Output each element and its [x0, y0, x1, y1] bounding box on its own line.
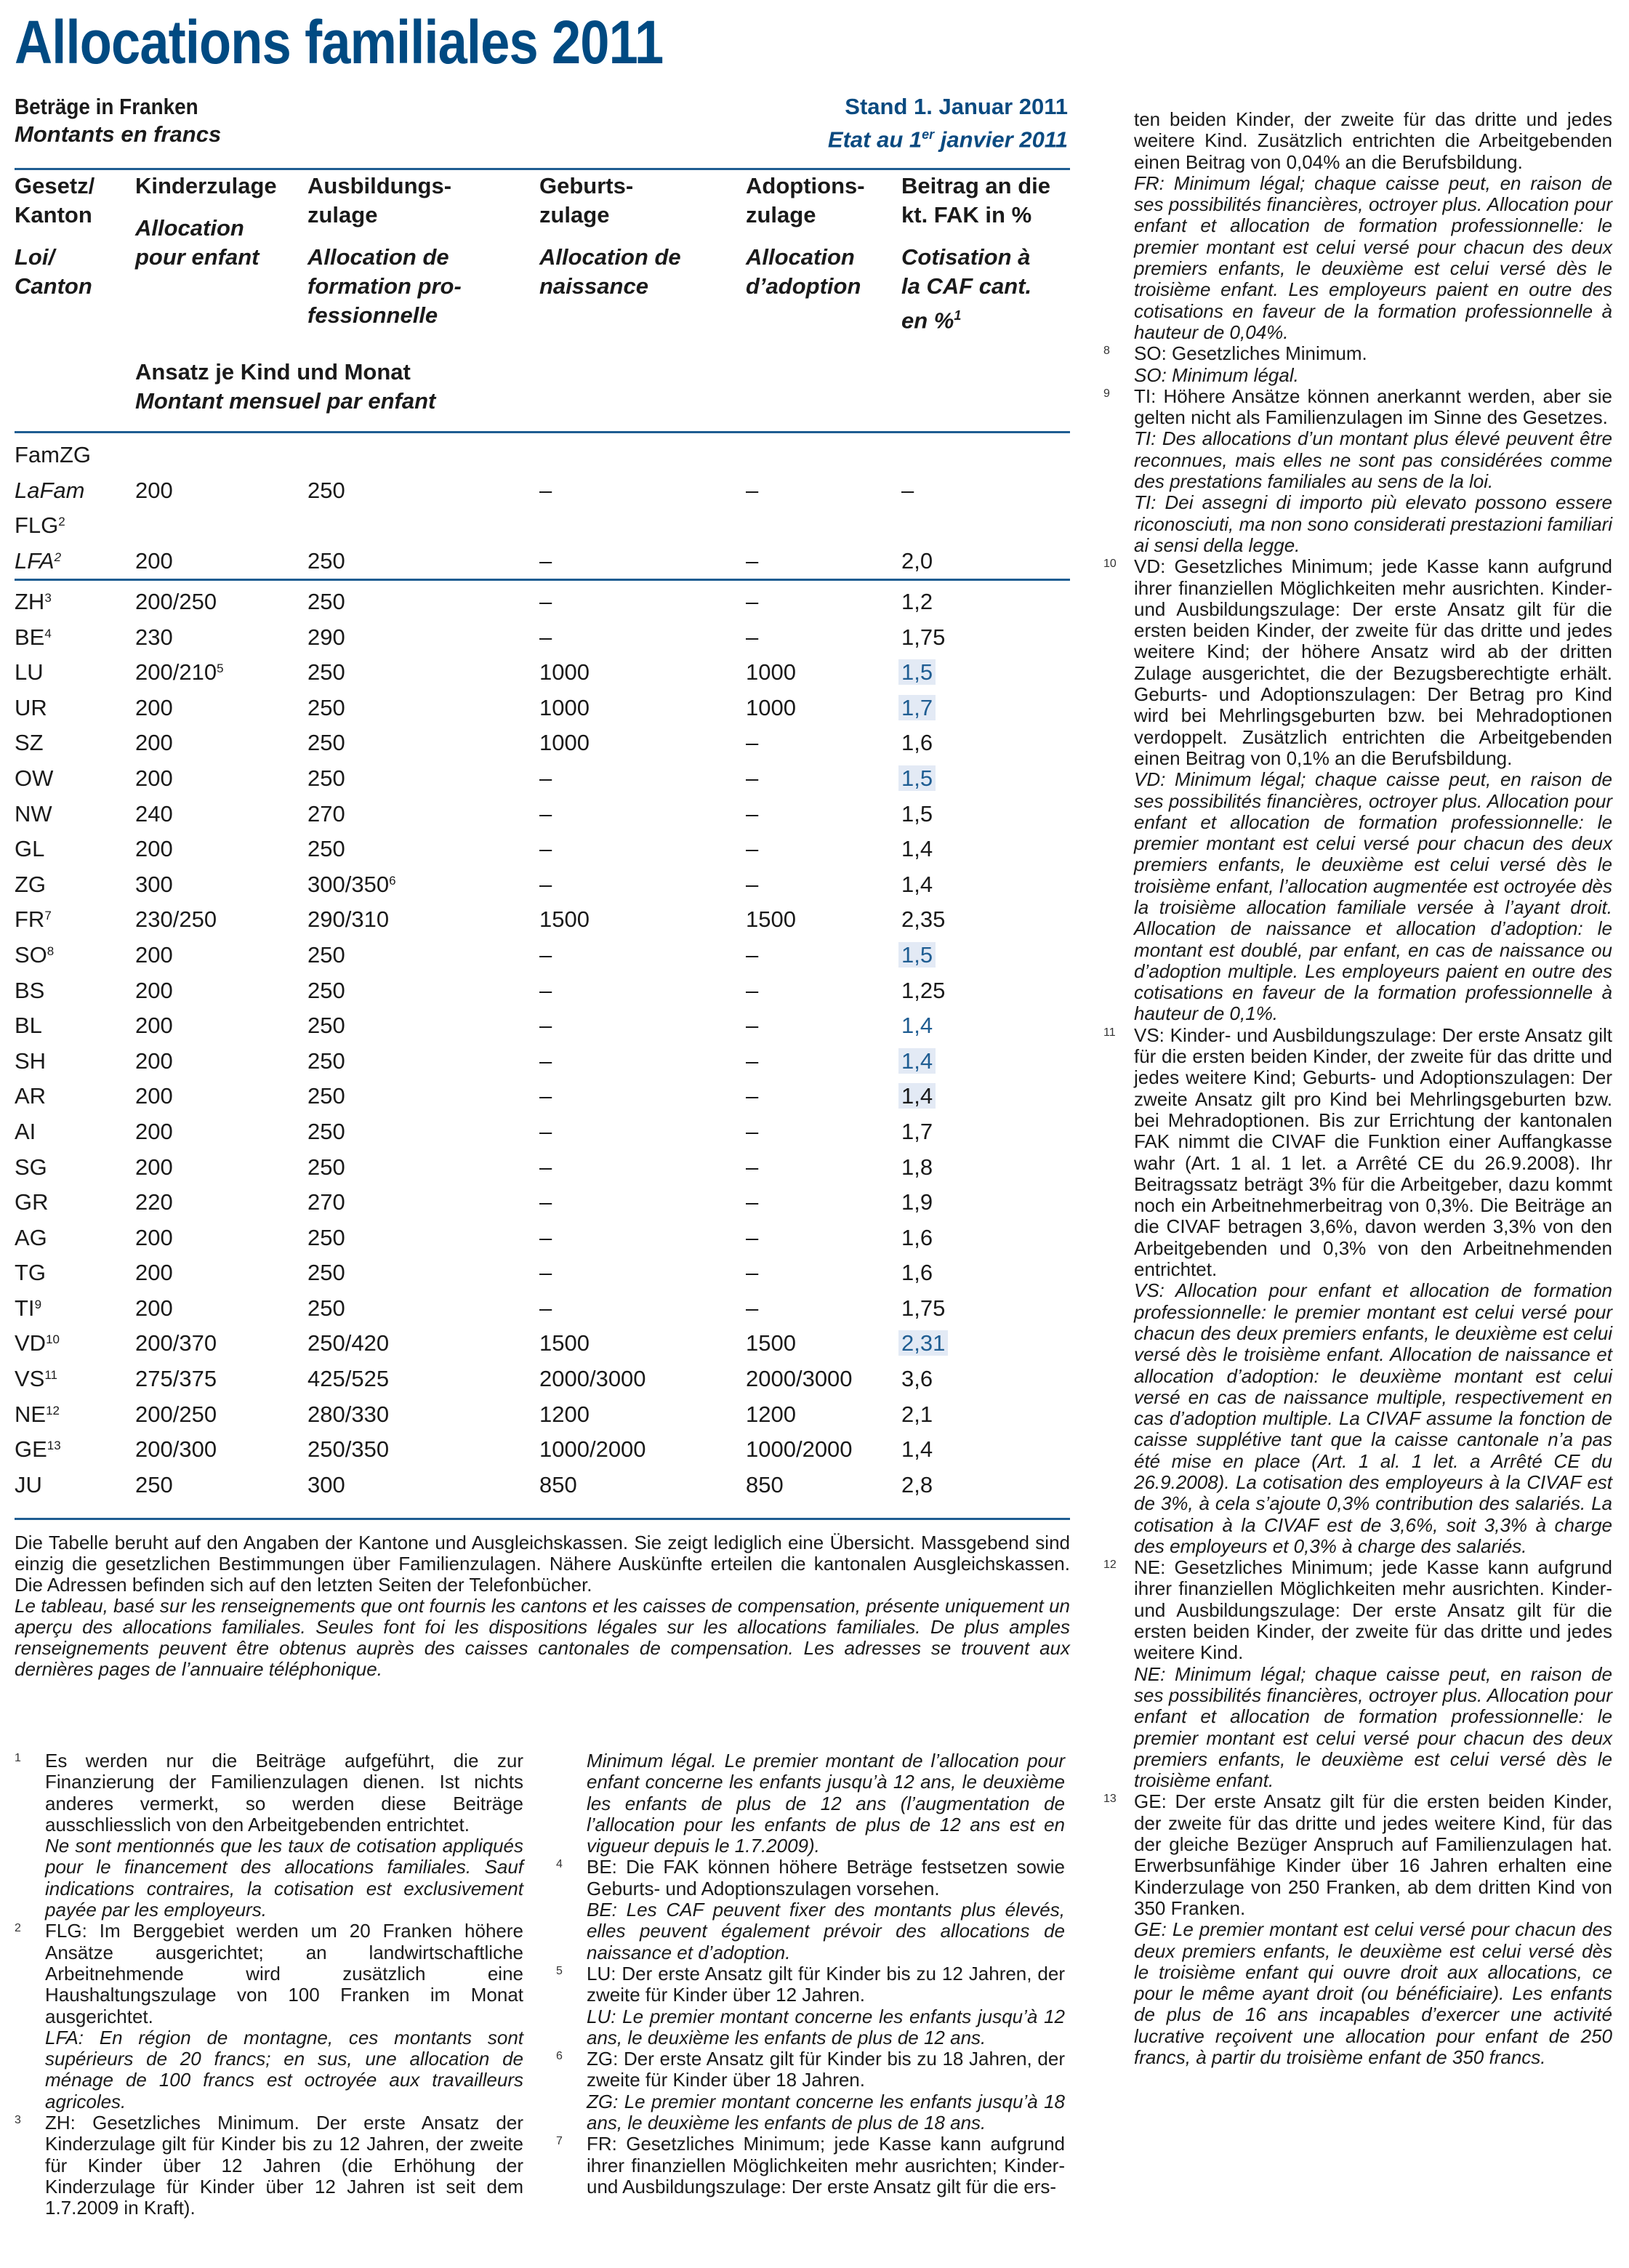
header-canton: Gesetz/ Kanton Loi/ Canton [15, 173, 95, 299]
geburtszulage-cell: – [539, 765, 552, 791]
ausbildungszulage-cell: 250 [307, 977, 345, 1003]
adoptionszulage-cell: 2000/3000 [746, 1366, 853, 1392]
ausbildungszulage-cell: 250 [307, 1083, 345, 1109]
ausbildungszulage-cell: 250 [307, 1013, 345, 1039]
beitrag-cell: 2,0 [901, 547, 933, 574]
footnote [1103, 343, 1612, 386]
ausbildungszulage-cell: 250 [307, 1260, 345, 1286]
date-note-de: Stand 1. Januar 2011 [845, 94, 1068, 119]
footnote-text-fr: FR: Minimum légal; chaque caisse peut, en raison de ses possibilités financières, octroyer plus. Allocation pour enfant et allocation de formation professionnelle: le premier montant est celui versé pour chacun des deux premiers enfants, le deuxième est celui versé dès le troisième enfant. Les employeurs paient en outre des cotisations en faveur de la formation professionnelle à hauteur de 0,04%. [1134, 172, 1612, 343]
ausbildungszulage-cell: 425/525 [307, 1366, 390, 1392]
law-name-de: FamZG [15, 442, 92, 467]
federal-rule [15, 579, 1070, 581]
footnote-text-fr: TI: Des allocations d’un montant plus élevé peuvent être reconnues, mais elles ne sont pas considérées comme des prestations familiales au sens de la loi. [1134, 427, 1612, 493]
beitrag-cell: 1,7 [901, 1118, 933, 1144]
beitrag-cell: 1,6 [901, 730, 933, 756]
footnote-text-de: VD: Gesetzliches Minimum; jede Kasse kann aufgrund ihrer finanziellen Möglichkeiten mehr ausrichten. Kinder- und Ausbildungszulage: Der erste Ansatz gilt für die ersten beiden Kinder, der zweite für das dritte und jedes weitere Kind; der höhere Ansatz wird ab der dritten Zulage ausgerichtet, die der Bezugsberechtigte erhält. Geburts- und Adoptionszulagen: Der Betrag pro Kind wird bei Mehrlingsgeburten bzw. bei Mehradoptionen verdoppelt. Zusätzlich entrichten die Arbeitgebenden einen Beitrag von 0,1% an die Berufsbildung. [1134, 555, 1612, 769]
date-note [828, 93, 1068, 153]
adoptionszulage-cell: – [746, 1118, 759, 1144]
adoptionszulage-cell: – [746, 1189, 759, 1215]
beitrag-cell: 1,4 [901, 1079, 936, 1114]
kinderzulage-cell: 240 [135, 800, 173, 827]
footnote-text-fr: LFA: En région de montagne, ces montants sont supérieurs de 20 francs; en sus, une allocation de ménage de 100 francs est octroyée aux travailleurs agricoles. [45, 2026, 523, 2112]
kinderzulage-cell: 200 [135, 765, 173, 791]
canton-cell: NW [15, 800, 52, 827]
table-row [15, 1221, 1070, 1256]
adoptionszulage-cell: – [746, 871, 759, 897]
canton-cell: SZ [15, 730, 44, 756]
footnote-text-de: Es werden nur die Beiträge aufgeführt, die zur Finanzierung der Familienzulagen dienen. Ist nichts anderes vermerkt, so werden diese Beiträge ausschliesslich von den Arbeitgebenden entrichtet. [45, 1750, 523, 1835]
footnote-text-fr: Minimum légal. Le premier montant de l’allocation pour enfant concerne les enfants jusqu’à 12 ans, le deuxième les enfants de plus de 12 ans (l’augmentation de l’allocation pour les enfants de plus de 12 ans est en vigueur depuis le 1.7.2009). [587, 1750, 1065, 1857]
kinderzulage-cell: 250 [135, 1471, 173, 1497]
table-row [15, 1114, 1070, 1150]
ausbildungszulage-cell: 270 [307, 800, 345, 827]
table-row [15, 797, 1070, 832]
footnotes-column-1 [15, 1750, 523, 2219]
federal-rows [15, 438, 1070, 579]
canton-cell: SG [15, 1154, 47, 1180]
footnote-text-de: LU: Der erste Ansatz gilt für Kinder bis zu 12 Jahren, der zweite für Kinder über 12 Jahren. [587, 1962, 1065, 2006]
footnote-number: 11 [1103, 1026, 1116, 1039]
geburtszulage-cell: 1000/2000 [539, 1436, 646, 1463]
kinderzulage-cell: $200/210^5$ [135, 659, 224, 685]
geburtszulage-cell: – [539, 1260, 552, 1286]
beitrag-cell: 3,6 [901, 1366, 933, 1392]
ausbildungszulage-cell: 250 [307, 589, 345, 614]
law-name-de: FLG$^2$ [15, 512, 65, 539]
canton-cell: UR [15, 694, 47, 720]
beitrag-cell: 1,4 [901, 836, 933, 862]
canton-cell: VS$^{11}$ [15, 1366, 58, 1392]
table-note [15, 1532, 1070, 1680]
header-kinderzulage: Kinderzulage Allocation pour enfant [135, 173, 277, 270]
kinderzulage-cell: 220 [135, 1189, 173, 1215]
adoptionszulage-cell: – [746, 1260, 759, 1286]
geburtszulage-cell: – [539, 871, 552, 897]
geburtszulage-cell: 2000/3000 [539, 1366, 646, 1392]
footnote-text-de: ZG: Der erste Ansatz gilt für Kinder bis zu 18 Jahren, der zweite für Kinder über 18 Jahren. [587, 2048, 1065, 2091]
footnote-number: 12 [1103, 1559, 1117, 1572]
beitrag-cell: 1,4 [901, 1013, 933, 1039]
footnote-text-de: GE: Der erste Ansatz gilt für die ersten beiden Kinder, der zweite für das dritte und jedes weitere Kind, für das der gleiche Bezüger Anspruch auf Familienzulagen hat. Erwerbsunfähige Kinder über 16 Jahren erhalten eine Kinderzulage von 250 Franken, ab dem dritten Kind von 350 Franken. [1134, 1790, 1612, 1919]
beitrag-cell: 1,25 [901, 977, 946, 1003]
canton-cell: BL [15, 1013, 42, 1039]
kinderzulage-cell: 200 [135, 1118, 173, 1144]
kinderzulage-cell: 200/250 [135, 1401, 217, 1427]
footnote-text-fr: VD: Minimum légal; chaque caisse peut, en raison de ses possibilités financières, octroyer plus. Allocation pour enfant et allocation de formation professionnelle: le premier montant est celui versé pour chacun des deux premiers enfants, le deuxième est celui versé dès le troisième enfant, l’allocation augmentée est octroyée dès la troisième allocation familiale versée à l’ayant droit. Allocation de naissance et allocation d’adoption: le montant est doublé, par enfant, en cas de naissance ou d’adoption multiple. Les employeurs paient en outre des cotisations en faveur de la formation professionnelle à hauteur de 0,1%. [1134, 768, 1612, 1025]
table-row [15, 1326, 1070, 1362]
canton-cell: VD$^{10}$ [15, 1330, 60, 1356]
beitrag-cell: 1,9 [901, 1189, 933, 1215]
footnote-text-de: ZH: Gesetzliches Minimum. Der erste Ansatz der Kinderzulage gilt für Kinder bis zu 12 Jahren, der zweite für Kinder über 12 Jahren (die Erhöhung der Kinderzulage für Kinder über 12 Jahren ist seit dem 1.7.2009 in Kraft). [45, 2112, 523, 2219]
adoptionszulage-cell: 1200 [746, 1401, 796, 1427]
table-row [15, 691, 1070, 726]
kinderzulage-cell: 200 [135, 1154, 173, 1180]
kinderzulage-cell: 200/300 [135, 1436, 217, 1463]
footnote [1103, 109, 1612, 343]
geburtszulage-cell: – [539, 1154, 552, 1180]
kinderzulage-cell: 200 [135, 1260, 173, 1286]
geburtszulage-cell: 1500 [539, 1330, 590, 1356]
kinderzulage-cell: 200 [135, 977, 173, 1003]
footnote-text-fr: ZG: Le premier montant concerne les enfants jusqu’à 18 ans, le deuxième les enfants de plus de 18 ans. [587, 2090, 1065, 2134]
geburtszulage-cell: 1200 [539, 1401, 590, 1427]
footnote [15, 2112, 523, 2219]
beitrag-cell: 1,75 [901, 1295, 946, 1321]
table-row [15, 473, 1070, 509]
kinderzulage-cell: 200/250 [135, 589, 217, 614]
kinderzulage-cell: 200 [135, 547, 173, 574]
footnotes-column-2 [556, 1750, 1065, 2197]
table-row [15, 584, 1070, 620]
adoptionszulage-cell: – [746, 547, 759, 574]
geburtszulage-cell: – [539, 800, 552, 827]
table-row [15, 1079, 1070, 1114]
adoptionszulage-cell: – [746, 1295, 759, 1321]
canton-cell: $BE^4$ [15, 624, 52, 650]
ausbildungszulage-cell: 250 [307, 694, 345, 720]
kinderzulage-cell: 200 [135, 1295, 173, 1321]
geburtszulage-cell: – [539, 836, 552, 862]
kinderzulage-cell: 230 [135, 624, 173, 650]
ausbildungszulage-cell: 300 [307, 1471, 345, 1497]
canton-cell: NE$^{12}$ [15, 1401, 60, 1427]
canton-cell: LU [15, 659, 44, 685]
table-row [15, 438, 1070, 473]
footnote [556, 2134, 1065, 2197]
beitrag-cell: 1,4 [901, 1436, 933, 1463]
adoptionszulage-cell: 1500 [746, 1330, 796, 1356]
footnote-number: 10 [1103, 558, 1117, 571]
footnote-text-de: VS: Kinder- und Ausbildungszulage: Der erste Ansatz gilt für die ersten beiden Kinder, der zweite für das dritte und jedes weitere Kind; Geburts- und Adoptionszulagen: Der zweite Ansatz gilt pro Kind bei Mehrlingsgeburten bzw. bei Mehradoptionen. Bis zur Errichtung der kantonalen FAK nimmt die CIVAF die Funktion einer Auffangkasse wahr (Art. 1 al. 1 let. a Arrêté CE du 26.9.2008). Ihr Beitragssatz beträgt 3% für die Arbeitgeber, dazu kommt noch ein Arbeitnehmerbeitrag von 0,3%. Die Beiträge an die CIVAF betragen 3,6%, davon werden 3,3% von den Arbeitgebenden und 0,3% von den Arbeitnehmenden entrichtet. [1134, 1024, 1612, 1281]
beitrag-cell: 2,31 [901, 1326, 948, 1361]
footnote-text-fr: LU: Le premier montant concerne les enfants jusqu’à 12 ans, le deuxième les enfants de plus de 12 ans. [587, 2005, 1065, 2048]
table-row [15, 1008, 1070, 1044]
table-row [15, 1432, 1070, 1468]
footnotes-column-3 [1103, 109, 1612, 2068]
table-row [15, 902, 1070, 938]
adoptionszulage-cell: – [746, 1083, 759, 1109]
adoptionszulage-cell: – [746, 800, 759, 827]
beitrag-cell: 1,6 [901, 1260, 933, 1286]
adoptionszulage-cell: – [746, 1224, 759, 1250]
geburtszulage-cell: – [539, 1118, 552, 1144]
table-row [15, 508, 1070, 544]
ausbildungszulage-cell: 250 [307, 1154, 345, 1180]
ausbildungszulage-cell: 290 [307, 624, 345, 650]
geburtszulage-cell: 850 [539, 1471, 577, 1497]
beitrag-cell: 1,5 [901, 800, 933, 827]
adoptionszulage-cell: – [746, 836, 759, 862]
adoptionszulage-cell: 850 [746, 1471, 784, 1497]
ausbildungszulage-cell: 250 [307, 836, 345, 862]
geburtszulage-cell: – [539, 1013, 552, 1039]
date-note-fr: Etat au 1er janvier 2011 [827, 126, 1068, 153]
footnote-text-fr: BE: Les CAF peuvent fixer des montants plus élevés, elles peuvent également prévoir des allocations de naissance et d’adoption. [587, 1899, 1065, 1963]
adoptionszulage-cell: 1000 [746, 659, 796, 685]
footnote-number: 13 [1103, 1793, 1117, 1806]
header-adoptionszulage: Adoptions- zulage Allocation d’adoption [746, 173, 865, 299]
footnote-text-fr: TI: Dei assegni di importo più elevato possono essere riconosciuti, ma non sono considerati prestazioni familiari ai sensi della legge. [1134, 491, 1612, 556]
footnote-number: 9 [1103, 387, 1110, 400]
beitrag-cell: 1,5 [901, 761, 936, 796]
footnote-text-fr: NE: Minimum légal; chaque caisse peut, en raison de ses possibilités financières, octroyer plus. Allocation pour enfant et allocation de formation professionnelle: le premier montant est celui versé pour chacun des deux premiers enfants, le deuxième est celui versé dès le troisième enfant. [1134, 1662, 1612, 1792]
kinderzulage-cell: 200 [135, 477, 173, 503]
beitrag-cell: 1,7 [901, 691, 936, 725]
header-ausbildungszulage: Ausbildungs- zulage Allocation de formation pro- fessionnelle [307, 173, 462, 328]
adoptionszulage-cell: – [746, 589, 759, 614]
unit-note: Ansatz je Kind und Monat Montant mensuel par enfant [135, 359, 436, 414]
kinderzulage-cell: 200 [135, 941, 173, 968]
geburtszulage-cell: 1000 [539, 659, 590, 685]
kinderzulage-cell: 200 [135, 1047, 173, 1074]
canton-cell: $SO^8$ [15, 941, 55, 968]
law-name-fr: LaFam [15, 477, 85, 503]
footnote [556, 2048, 1065, 2134]
table-row [15, 1255, 1070, 1291]
kinderzulage-cell: 200 [135, 694, 173, 720]
table-row [15, 832, 1070, 867]
table-header-rule [15, 431, 1070, 433]
currency-note [15, 93, 221, 148]
currency-note-fr: Montants en francs [15, 121, 222, 147]
geburtszulage-cell: – [539, 1224, 552, 1250]
ausbildungszulage-cell: 250 [307, 547, 345, 574]
ausbildungszulage-cell: $300/350^6$ [307, 871, 396, 897]
footnote-text-fr: GE: Le premier montant est celui versé pour chacun des deux premiers enfants, le deuxième est celui versé dès le troisième enfant qui ouvre droit aux allocations, ce pour le même ayant droit (ou bénéficiaire). Les enfants de plus de 16 ans incapables d’exercer une activité lucrative reçoivent une allocation pour enfant de 250 francs, à partir du troisième enfant de 350 francs. [1134, 1918, 1612, 2069]
footnote [556, 1857, 1065, 1963]
canton-cell: OW [15, 765, 54, 791]
beitrag-cell: 2,35 [901, 906, 946, 933]
geburtszulage-cell: – [539, 589, 552, 614]
footnote-text-fr: Ne sont mentionnés que les taux de cotisation appliqués pour le financement des allocations familiales. Sauf indications contraires, la cotisation est exclusivement payée par les employeurs. [45, 1835, 523, 1921]
canton-cell: ZG [15, 871, 47, 897]
footnote-text-de: FLG: Im Berggebiet werden um 20 Franken höhere Ansätze ausgerichtet; an landwirtschaftliche Arbeitnehmende wird zusätzlich eine Haushaltungszulage von 100 Franken im Monat ausgerichtet. [45, 1920, 523, 2027]
geburtszulage-cell: – [539, 1047, 552, 1074]
header-beitrag: Beitrag an die kt. FAK in % Cotisation à la CAF cant. en %$^1$ [901, 173, 1050, 334]
beitrag-cell: 1,4 [901, 871, 933, 897]
footnote-text-de: NE: Gesetzliches Minimum; jede Kasse kann aufgrund ihrer finanziellen Möglichkeiten mehr ausrichten. Kinder- und Ausbildungszulage: Der erste Ansatz gilt für die ersten beiden Kinder, der zweite für das dritte und jedes weitere Kind. [1134, 1556, 1612, 1664]
footnote-number: 3 [15, 2114, 21, 2127]
footnote-text-de: SO: Gesetzliches Minimum. [1134, 342, 1367, 365]
ausbildungszulage-cell: 250 [307, 1047, 345, 1074]
footnote-number: 6 [556, 2050, 563, 2063]
geburtszulage-cell: 1500 [539, 906, 590, 933]
footnote-number: 2 [15, 1922, 21, 1935]
table-row [15, 867, 1070, 903]
ausbildungszulage-cell: 250 [307, 659, 345, 685]
footnote [1103, 386, 1612, 556]
table-row [15, 973, 1070, 1009]
table-note-fr: Le tableau, basé sur les renseignements que ont fournis les cantons et les caisses de compensation, présente uniquement un aperçu des allocations familiales. Seules font foi les dispositions légales sur les allocations familiales. De plus amples renseignements peuvent être obtenus auprès des caisses cantonales de compensation. Les adresses se trouvent aux dernières pages de l’annuaire téléphonique. [15, 1595, 1070, 1680]
beitrag-cell: – [901, 477, 914, 503]
table-row [15, 655, 1070, 691]
adoptionszulage-cell: – [746, 977, 759, 1003]
geburtszulage-cell: 1000 [539, 694, 590, 720]
kinderzulage-cell: 200 [135, 1224, 173, 1250]
footnote [1103, 1025, 1612, 1557]
beitrag-cell: 1,6 [901, 1224, 933, 1250]
beitrag-cell: 1,5 [901, 655, 936, 690]
kinderzulage-cell: 200 [135, 1013, 173, 1039]
beitrag-cell: 1,2 [901, 589, 933, 614]
ausbildungszulage-cell: 250 [307, 477, 345, 503]
header-rule [15, 168, 1070, 170]
geburtszulage-cell: – [539, 1189, 552, 1215]
footnote [1103, 556, 1612, 1025]
table-row [15, 1150, 1070, 1186]
adoptionszulage-cell: – [746, 765, 759, 791]
table-row [15, 620, 1070, 656]
geburtszulage-cell: 1000 [539, 730, 590, 756]
canton-cell: AI [15, 1118, 36, 1144]
page-title: Allocations familiales 2011 [15, 8, 664, 76]
adoptionszulage-cell: 1000 [746, 694, 796, 720]
ausbildungszulage-cell: 250 [307, 1295, 345, 1321]
kinderzulage-cell: 200 [135, 1083, 173, 1109]
table-row [15, 1468, 1070, 1503]
law-name-fr: LFA$^2$ [15, 547, 62, 574]
adoptionszulage-cell: 1000/2000 [746, 1436, 853, 1463]
geburtszulage-cell: – [539, 624, 552, 650]
geburtszulage-cell: – [539, 941, 552, 968]
header-geburtszulage: Geburts- zulage Allocation de naissance [539, 173, 681, 299]
kinderzulage-cell: 200/370 [135, 1330, 217, 1356]
footnote [15, 1921, 523, 2112]
geburtszulage-cell: – [539, 477, 552, 503]
ausbildungszulage-cell: 250 [307, 730, 345, 756]
table-row [15, 1397, 1070, 1433]
footnote-text-de: ten beiden Kinder, der zweite für das dritte und jedes weitere Kind. Zusätzlich entrichten die Arbeitgebenden einen Beitrag von 0,04% an die Berufsbildung. [1134, 108, 1612, 173]
ausbildungszulage-cell: 280/330 [307, 1401, 390, 1427]
table-row [15, 725, 1070, 761]
footnote-number: 7 [556, 2135, 563, 2148]
adoptionszulage-cell: – [746, 730, 759, 756]
canton-cell: JU [15, 1471, 42, 1497]
adoptionszulage-cell: – [746, 477, 759, 503]
footnote-text-fr: SO: Minimum légal. [1134, 363, 1299, 386]
canton-cell: $FR^7$ [15, 906, 52, 933]
canton-cell: $TI^9$ [15, 1295, 42, 1321]
kinderzulage-cell: 230/250 [135, 906, 217, 933]
table-bottom-rule [15, 1518, 1070, 1520]
ausbildungszulage-cell: 250 [307, 941, 345, 968]
kinderzulage-cell: 275/375 [135, 1366, 217, 1392]
geburtszulage-cell: – [539, 547, 552, 574]
table-row [15, 1185, 1070, 1221]
geburtszulage-cell: – [539, 977, 552, 1003]
table-row [15, 1362, 1070, 1397]
canton-cell: TG [15, 1260, 47, 1286]
beitrag-cell: 1,4 [901, 1044, 936, 1079]
canton-cell: GL [15, 836, 45, 862]
beitrag-cell: 1,5 [901, 938, 936, 973]
table-row [15, 544, 1070, 579]
footnote [556, 1750, 1065, 1857]
beitrag-cell: 1,8 [901, 1154, 933, 1180]
geburtszulage-cell: – [539, 1083, 552, 1109]
table-row [15, 1044, 1070, 1079]
footnote [15, 1750, 523, 1921]
ausbildungszulage-cell: 270 [307, 1189, 345, 1215]
footnote-number: 1 [15, 1752, 21, 1764]
canton-rows [15, 584, 1070, 1503]
canton-cell: BS [15, 977, 45, 1003]
ausbildungszulage-cell: 250/420 [307, 1330, 390, 1356]
kinderzulage-cell: 200 [135, 836, 173, 862]
canton-cell: SH [15, 1047, 47, 1074]
footnote-number: 8 [1103, 345, 1110, 358]
footnote-text-de: FR: Gesetzliches Minimum; jede Kasse kann aufgrund ihrer finanziellen Möglichkeiten mehr ausrichten; Kinder- und Ausbildungszulage: Der erste Ansatz gilt für die ers- [587, 2133, 1065, 2197]
adoptionszulage-cell: – [746, 1013, 759, 1039]
footnote [1103, 1791, 1612, 2068]
geburtszulage-cell: – [539, 1295, 552, 1321]
ausbildungszulage-cell: 250/350 [307, 1436, 390, 1463]
canton-cell: GE$^{13}$ [15, 1436, 61, 1463]
footnote-text-de: TI: Höhere Ansätze können anerkannt werden, aber sie gelten nicht als Familienzulagen im Sinne des Gesetzes. [1134, 385, 1612, 429]
footnote-number: 4 [556, 1858, 563, 1871]
footnote-text-de: BE: Die FAK können höhere Beträge festsetzen sowie Geburts- und Adoptionszulagen vorsehen. [587, 1856, 1065, 1899]
adoptionszulage-cell: – [746, 1047, 759, 1074]
ausbildungszulage-cell: 250 [307, 765, 345, 791]
footnote-number: 5 [556, 1964, 563, 1977]
ausbildungszulage-cell: 290/310 [307, 906, 390, 933]
currency-note-de: Beträge in Franken [15, 94, 198, 119]
canton-cell: GR [15, 1189, 49, 1215]
table-row [15, 938, 1070, 973]
ausbildungszulage-cell: 250 [307, 1224, 345, 1250]
table-note-de: Die Tabelle beruht auf den Angaben der Kantone und Ausgleichskassen. Sie zeigt lediglich eine Übersicht. Massgebend sind einzig die gesetzlichen Bestimmungen über Familienzulagen. Nähere Auskünfte erteilen die kantonalen Ausgleichskassen. Die Adressen befinden sich auf den letzten Seiten der Telefonbücher. [15, 1532, 1070, 1596]
table-row [15, 1291, 1070, 1327]
footnote [556, 1963, 1065, 2048]
ausbildungszulage-cell: 250 [307, 1118, 345, 1144]
beitrag-cell: 2,1 [901, 1401, 933, 1427]
footnote-text-fr: VS: Allocation pour enfant et allocation de formation professionnelle: le premier montant est celui versé pour chacun des deux premiers enfants, le deuxième est celui versé dès le troisième enfant. Allocation de naissance et allocation d’adoption: le deuxième montant est celui versé en cas de naissance multiple, respectivement en cas d’adoption multiple. La CIVAF assume la fonction de caisse supplétive tant que la caisse cantonale n’a pas été mise en place (Art. 1 al. 1 let. a Arrêté CE du 26.9.2008). La cotisation des employeurs à la CIVAF est de 3%, à cela s’ajoute 0,3% contribution des salariés. La cotisation à la CIVAF est de 3,6%, soit 3,3% à charge des employeurs et 0,3% à charge des salariés. [1134, 1279, 1612, 1557]
footnote [1103, 1557, 1612, 1791]
beitrag-cell: 2,8 [901, 1471, 933, 1497]
kinderzulage-cell: 200 [135, 730, 173, 756]
canton-cell: $ZH^3$ [15, 589, 52, 614]
kinderzulage-cell: 300 [135, 871, 173, 897]
canton-cell: AG [15, 1224, 47, 1250]
table-row [15, 761, 1070, 797]
canton-cell: AR [15, 1083, 47, 1109]
adoptionszulage-cell: – [746, 1154, 759, 1180]
beitrag-cell: 1,75 [901, 624, 946, 650]
adoptionszulage-cell: 1500 [746, 906, 796, 933]
adoptionszulage-cell: – [746, 624, 759, 650]
adoptionszulage-cell: – [746, 941, 759, 968]
